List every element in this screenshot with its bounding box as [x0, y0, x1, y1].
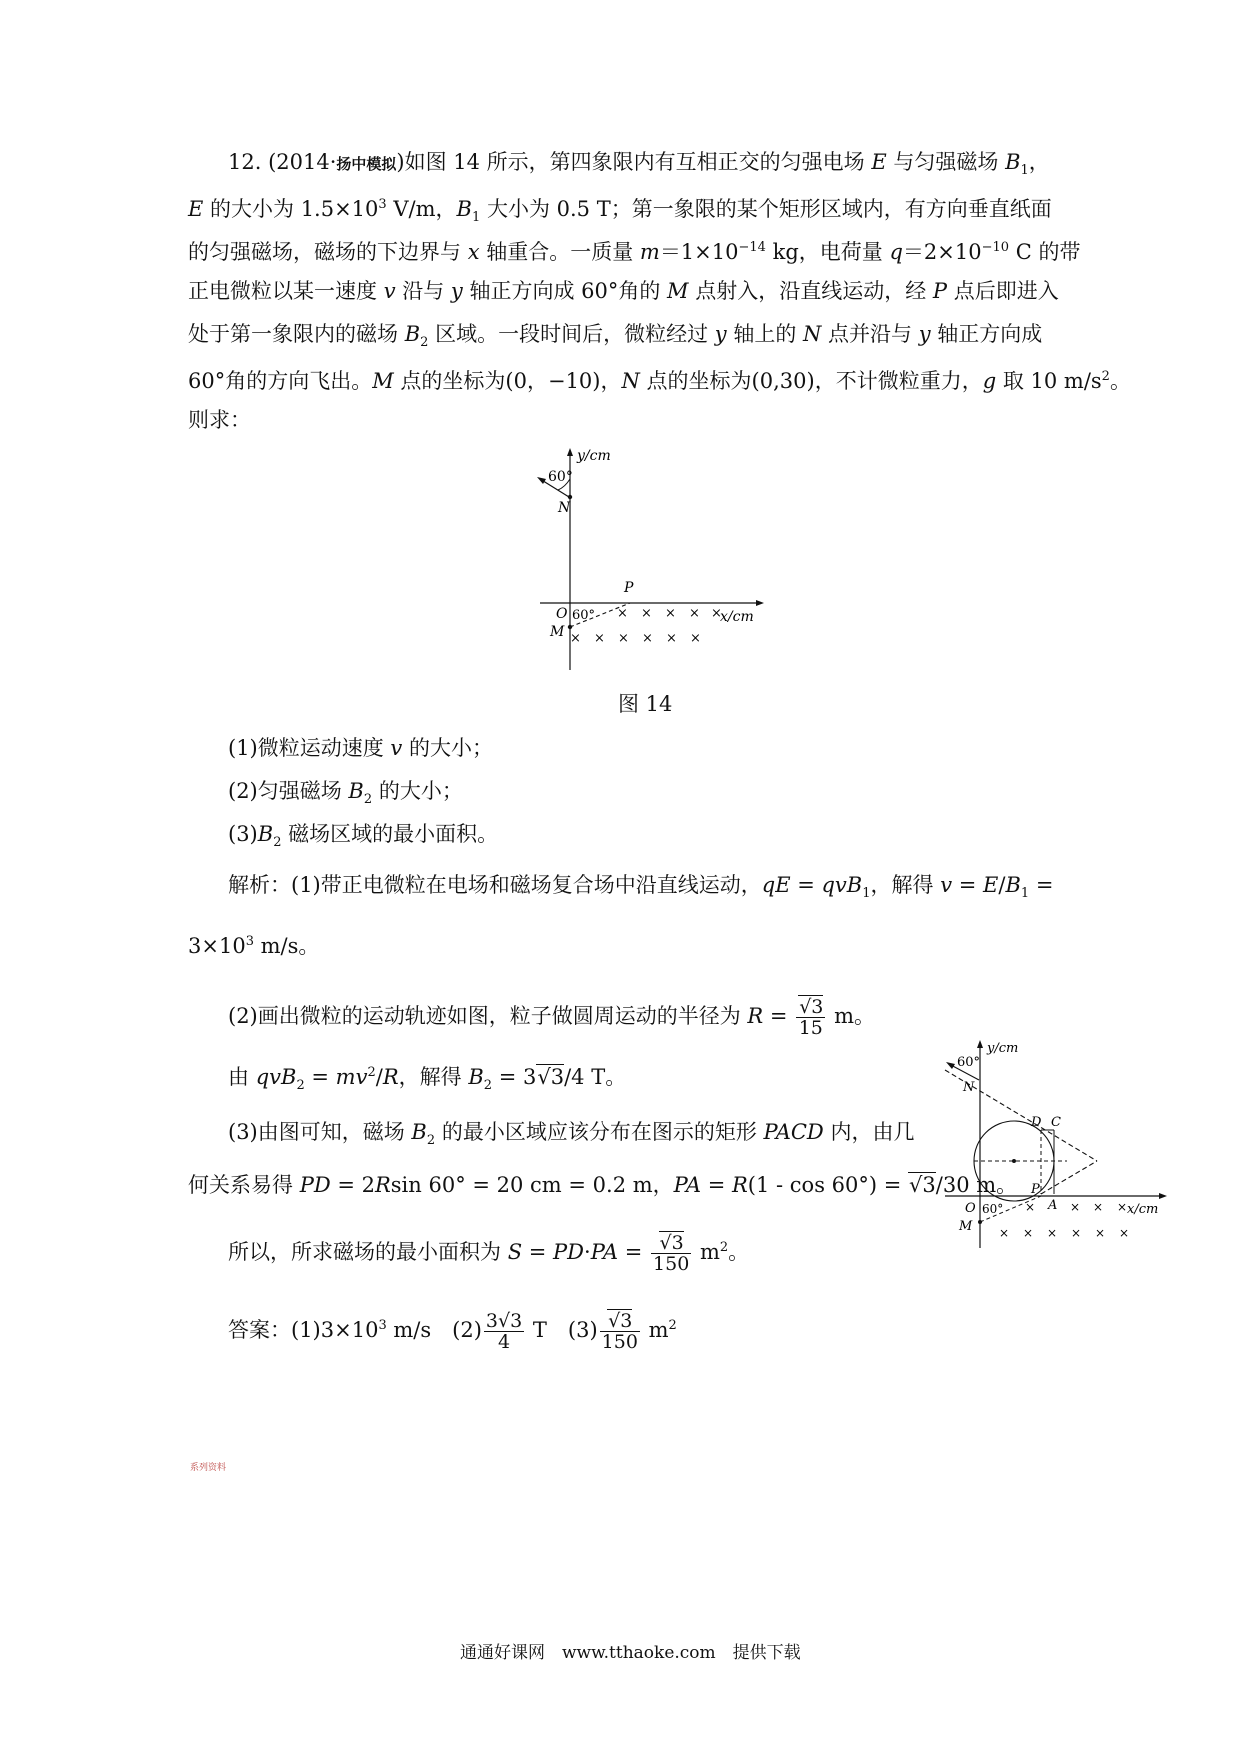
y-axis-arrow — [977, 1040, 983, 1048]
field-cross: × — [1095, 1226, 1106, 1240]
angle-label-top: 60° — [957, 1055, 981, 1070]
field-cross: × — [1093, 1200, 1104, 1214]
angle-label-bottom: 60° — [572, 608, 596, 623]
x-axis-arrow — [756, 600, 764, 606]
field-cross: × — [999, 1226, 1010, 1240]
label-M: M — [959, 1219, 973, 1234]
field-cross: × — [1023, 1226, 1034, 1240]
fraction-answer-3: $\frac{√3}{150}$ — [601, 1310, 638, 1353]
field-cross: × — [665, 606, 676, 621]
x-axis-label: x/cm — [1127, 1202, 1159, 1217]
problem-line-7: 则求： — [188, 408, 251, 432]
problem-line-6: 60°角的方向飞出。M 点的坐标为(0，−10)，N 点的坐标为(0,30)，不计微粒重力，g 取 10 $m/s^2$。 — [188, 369, 1131, 393]
angle-label-top: 60° — [548, 469, 573, 485]
circle-center — [1012, 1159, 1016, 1163]
problem-line-3: 的匀强磁场，磁场的下边界与 x 轴重合。一质量 $m=1\times 10^{-14}$ kg，电荷量 $q=2\times 10^{-10}$ C 的带 — [188, 240, 1081, 264]
figure-14 — [520, 442, 780, 672]
field-cross: × — [1070, 1200, 1081, 1214]
field-cross: × — [617, 606, 628, 621]
field-cross: × — [711, 606, 722, 621]
solution-line-5: (3)由图可知，磁场 $B_2$ 的最小区域应该分布在图示的矩形 PACD 内，由几 — [228, 1120, 915, 1149]
field-cross: × — [641, 606, 652, 621]
fraction-radius: $\frac{√3}{15}$ — [796, 997, 825, 1038]
label-P: P — [1031, 1182, 1040, 1197]
field-cross: × — [1071, 1226, 1082, 1240]
field-cross: × — [642, 631, 653, 646]
solution-line-3: (2)画出微粒的运动轨迹如图，粒子做圆周运动的半径为 R = $\frac{√3}{15}$ m。 — [228, 996, 875, 1039]
solution-line-4: 由 $qvB_2 = mv^2/R$，解得 $B_2 = 3√3/4$ T。 — [228, 1065, 627, 1094]
angle-label-bottom: 60° — [982, 1202, 1004, 1216]
fraction-area: $\frac{√3}{150}$ — [653, 1232, 690, 1275]
point-M — [568, 625, 572, 629]
point-N — [568, 495, 572, 499]
problem-line-4: 正电微粒以某一速度 v 沿与 y 轴正方向成 60°角的 M 点射入，沿直线运动，经 P 点后即进入 — [188, 279, 1059, 303]
question-1: (1)微粒运动速度 v 的大小； — [228, 736, 493, 760]
field-cross: × — [570, 631, 581, 646]
label-N: N — [558, 500, 571, 516]
label-C: C — [1051, 1115, 1061, 1130]
figure-caption: 图 14 — [618, 692, 673, 716]
label-M: M — [550, 624, 565, 640]
field-cross: × — [689, 606, 700, 621]
fraction-answer-2: $\frac{3√3}{4}$ — [485, 1310, 523, 1353]
x-axis-label: x/cm — [720, 609, 754, 625]
exit-arrow — [946, 1062, 955, 1069]
y-axis-label: y/cm — [577, 448, 611, 464]
field-cross: × — [1119, 1226, 1130, 1240]
field-cross: × — [666, 631, 677, 646]
label-N: N — [963, 1080, 975, 1095]
problem-line-1: 12. (2014·扬中模拟)如图 14 所示，第四象限内有互相正交的匀强电场 E 与匀强磁场 $B_1$， — [228, 150, 1050, 179]
solution-line-2: $3\times 10^3$ m/s。 — [188, 934, 320, 958]
solution-line-1: 解析：(1)带正电微粒在电场和磁场复合场中沿直线运动，qE = qvB$_1$，解得 $v = E/B_1$ = — [228, 873, 1054, 902]
y-axis-label: y/cm — [987, 1041, 1019, 1056]
field-cross: × — [690, 631, 701, 646]
solution-line-7: 所以，所求磁场的最小面积为 S = PD·PA = $\frac{√3}{150}$ $m^2$。 — [228, 1232, 750, 1275]
field-cross: × — [1025, 1200, 1036, 1214]
series-material-tag: 系列资料 — [190, 1463, 227, 1473]
field-cross: × — [1047, 1226, 1058, 1240]
label-P: P — [624, 580, 634, 596]
question-2: (2)匀强磁场 $B_2$ 的大小； — [228, 779, 463, 808]
label-O: O — [965, 1201, 976, 1216]
x-axis-arrow — [1159, 1193, 1167, 1199]
label-D: D — [1031, 1115, 1042, 1130]
page-footer: 通通好课网 www.tthaoke.com 提供下载 — [460, 1643, 801, 1663]
tangent-lower — [1041, 1161, 1097, 1194]
solution-figure — [935, 1036, 1175, 1256]
exit-arrow — [537, 477, 546, 484]
solution-line-6: 何关系易得 PD = 2Rsin 60° = 20 cm = 0.2 m，PA = R(1 - cos 60°) = √3/30 m。 — [188, 1173, 1018, 1197]
label-A: A — [1048, 1198, 1058, 1213]
problem-line-2: E 的大小为 $1.5\times 10^3$ V/m，$B_1$ 大小为 0.5 T；第一象限的某个矩形区域内，有方向垂直纸面 — [188, 197, 1052, 226]
y-axis-arrow — [567, 448, 573, 456]
field-cross: × — [618, 631, 629, 646]
answer-line: 答案：$(1)3\times 10^3$ m/s (2) $\frac{3√3}{4}$ T (3) $\frac{√3}{150}$ $m^2$ — [228, 1310, 677, 1353]
problem-line-5: 处于第一象限内的磁场 $B_2$ 区域。一段时间后，微粒经过 y 轴上的 N 点并沿与 y 轴正方向成 — [188, 322, 1043, 351]
field-cross: × — [1117, 1200, 1128, 1214]
point-M — [978, 1220, 982, 1224]
label-O: O — [556, 606, 568, 622]
question-3: $(3)B_2$ 磁场区域的最小面积。 — [228, 822, 499, 851]
field-cross: × — [594, 631, 605, 646]
